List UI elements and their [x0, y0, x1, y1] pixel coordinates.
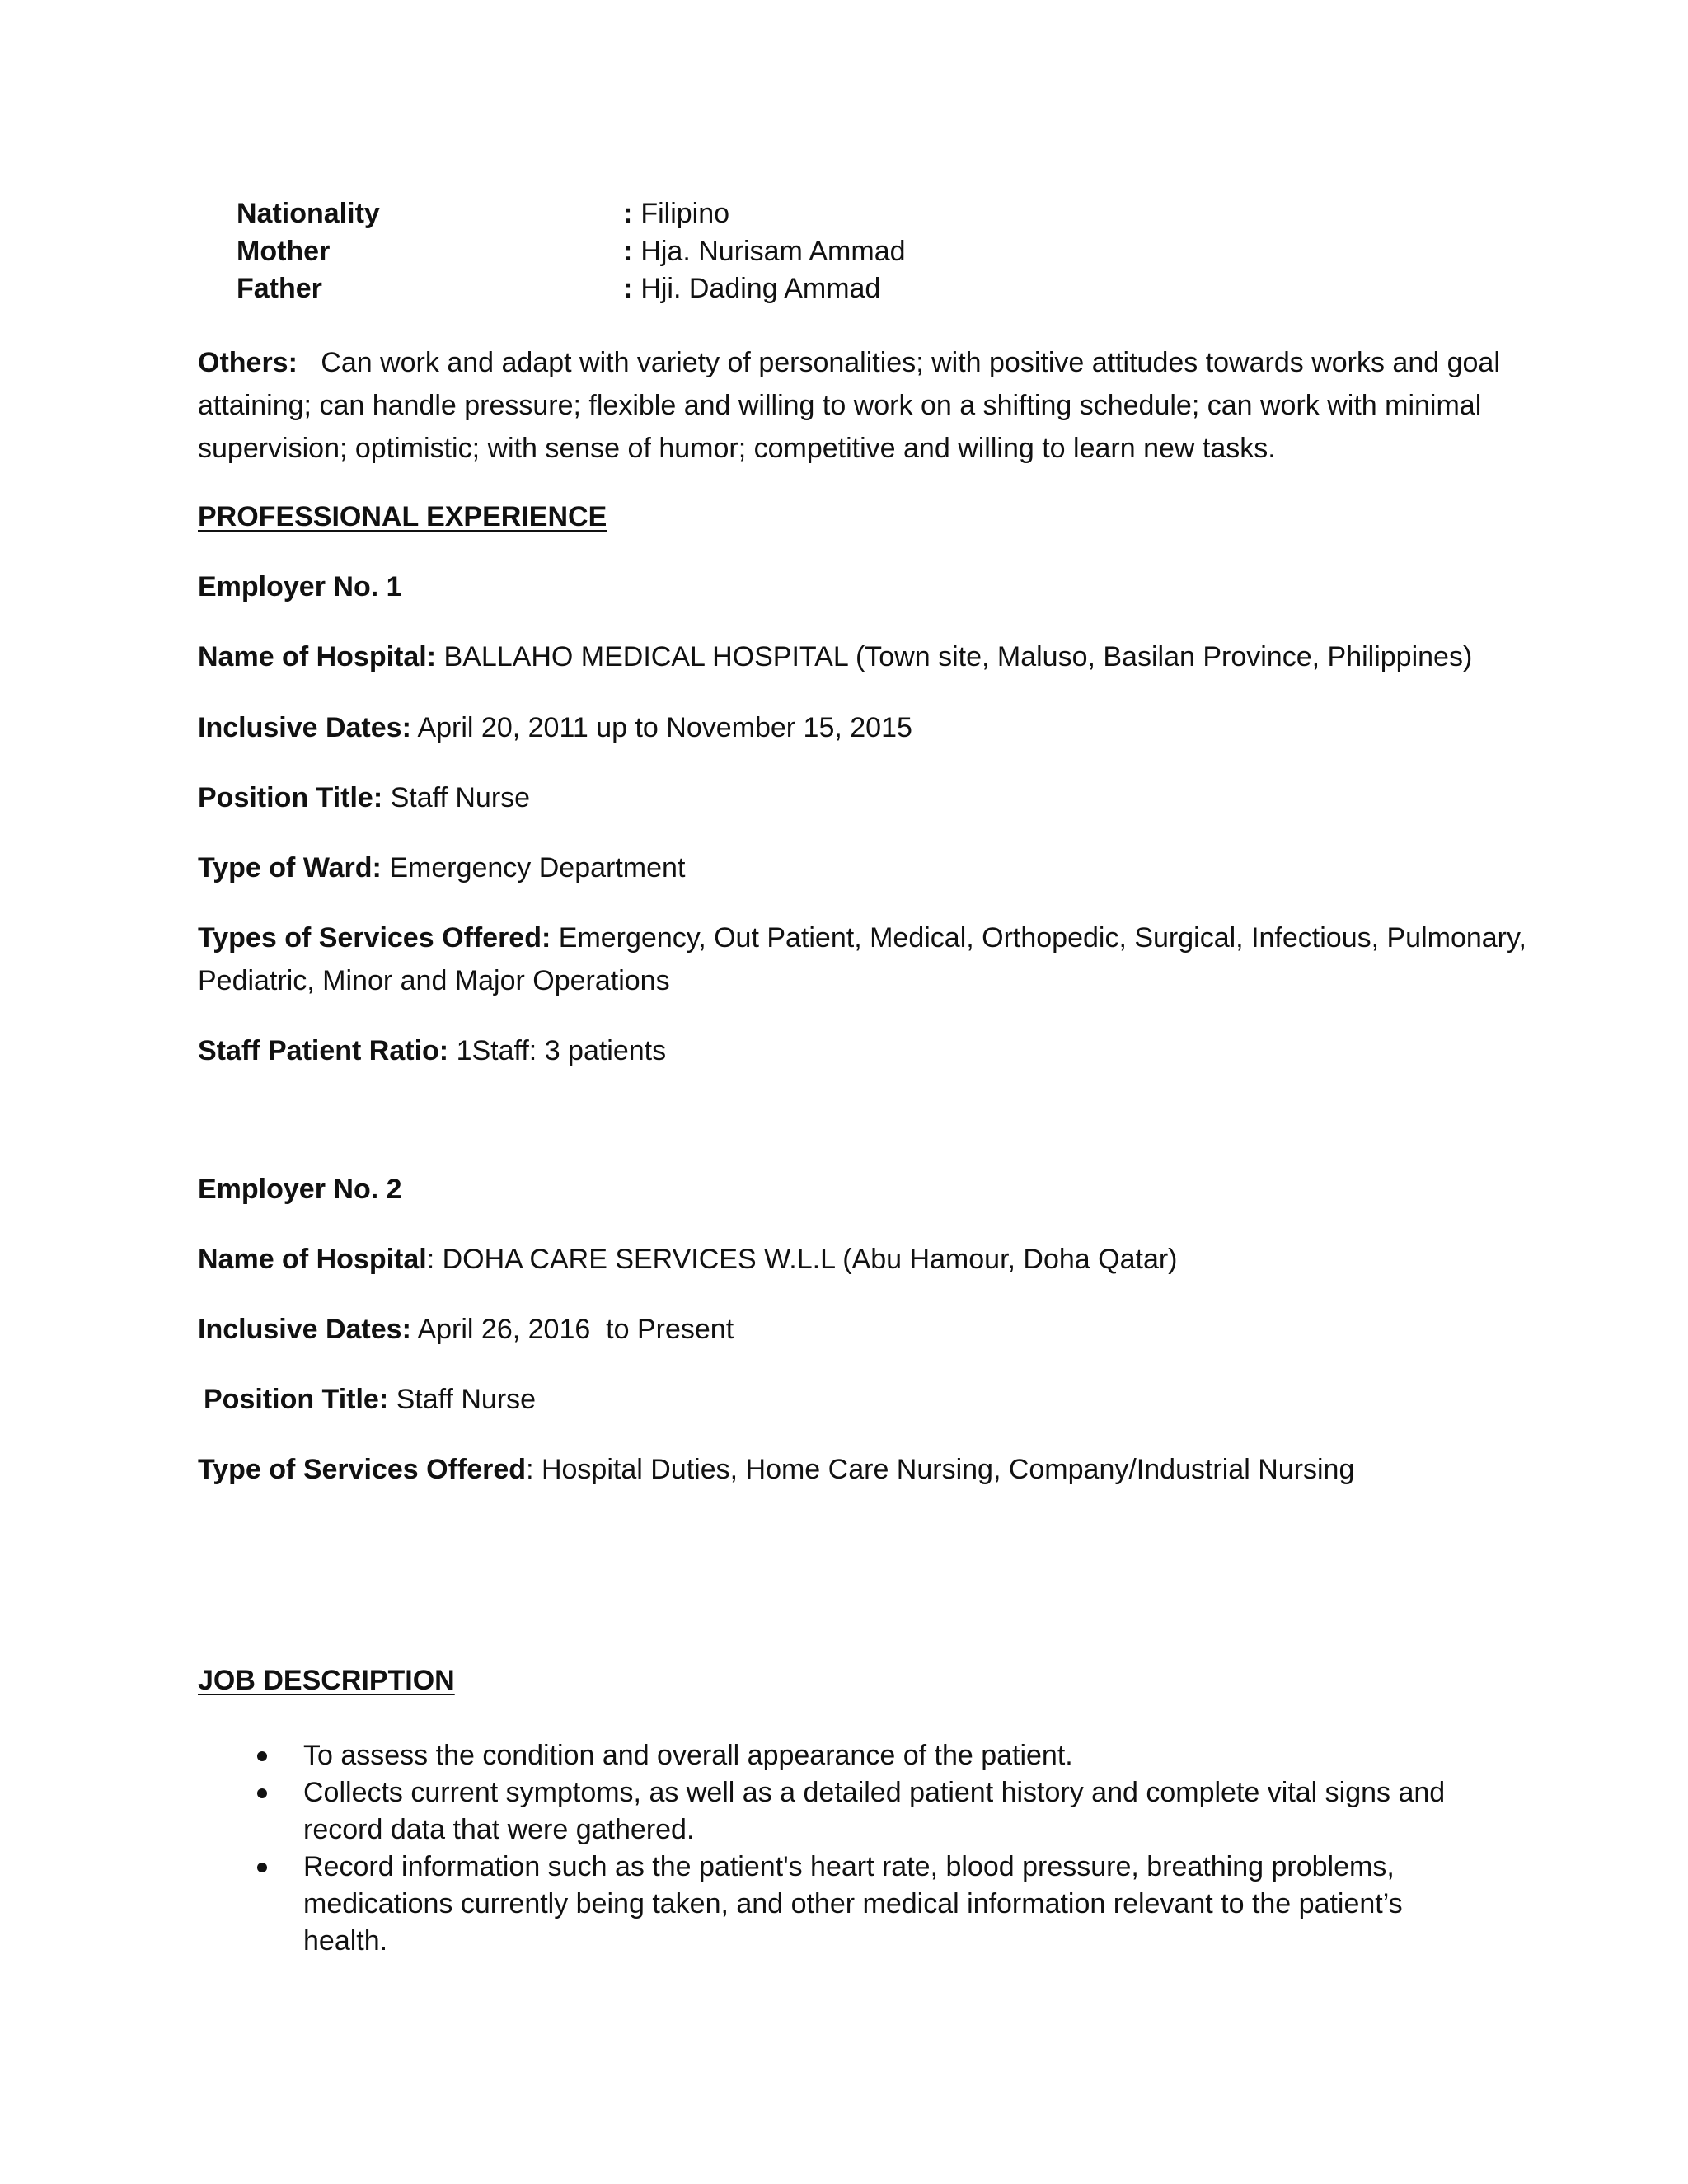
nationality-value-row [623, 199, 729, 227]
list-item [198, 1774, 1484, 1849]
ratio-value: 1Staff: 3 patients [456, 1035, 667, 1066]
colon: : [623, 198, 633, 229]
mother-value-row [623, 237, 906, 265]
hospital-label: Name of Hospital [198, 1244, 427, 1275]
hospital-label: Name of Hospital: [198, 641, 437, 673]
position-value: Staff Nurse [390, 782, 531, 813]
mother-value: Hja. Nurisam Ammad [640, 236, 906, 267]
father-value: Hji. Dading Ammad [640, 273, 881, 304]
employer-1-dates [198, 714, 912, 742]
ratio-label: Staff Patient Ratio: [198, 1035, 449, 1066]
others-label: Others: [198, 347, 298, 378]
colon: : [623, 236, 633, 267]
nationality-value: Filipino [640, 198, 730, 229]
employer-1-services [198, 924, 1526, 952]
father-label: Father [237, 273, 322, 304]
list-item [198, 1737, 1484, 1774]
bullet-icon [257, 1751, 267, 1761]
list-item [198, 1849, 1484, 1960]
employer-1-ratio [198, 1037, 666, 1065]
services-value: Emergency, Out Patient, Medical, Orthopedic, Surgical, Infectious, Pulmonary, [558, 922, 1526, 954]
others-text: Can work and adapt with variety of personalities; with positive attitudes towards works and goal attaining; can handle pressure; flexible and willing to work on a shifting schedule; can work with minimal supervision; optimistic; with sense of humor; competitive and willing to learn new tasks. [198, 347, 1500, 464]
list-item-text: Collects current symptoms, as well as a detailed patient history and complete vital signs and record data that were gathered. [303, 1777, 1446, 1845]
services-value: : Hospital Duties, Home Care Nursing, Company/Industrial Nursing [526, 1454, 1355, 1485]
father-value-row [623, 274, 880, 302]
employer-2-heading: Employer No. 2 [198, 1174, 402, 1205]
hospital-value: : DOHA CARE SERVICES W.L.L (Abu Hamour, Doha Qatar) [426, 1244, 1178, 1275]
ward-value: Emergency Department [389, 852, 686, 883]
professional-experience-heading: PROFESSIONAL EXPERIENCE [198, 501, 607, 532]
employer-2-hospital [198, 1245, 1178, 1273]
employer-1-position [198, 784, 530, 812]
dates-label: Inclusive Dates: [198, 1314, 411, 1345]
employer-2-dates [198, 1315, 734, 1343]
employer-2-position [204, 1385, 536, 1413]
ward-label: Type of Ward: [198, 852, 382, 883]
employer-1-hospital [198, 643, 1472, 671]
position-label: Position Title: [204, 1384, 389, 1415]
position-value: Staff Nurse [396, 1384, 537, 1415]
others-paragraph [198, 341, 1500, 470]
hospital-value: BALLAHO MEDICAL HOSPITAL (Town site, Maluso, Basilan Province, Philippines) [443, 641, 1473, 673]
colon: : [623, 273, 633, 304]
bullet-icon [257, 1863, 267, 1872]
job-description-list [198, 1737, 1484, 1960]
dates-value: April 26, 2016 to Present [417, 1314, 734, 1345]
services-label: Type of Services Offered [198, 1454, 527, 1485]
bullet-icon [257, 1788, 267, 1798]
mother-label: Mother [237, 236, 331, 267]
dates-label: Inclusive Dates: [198, 712, 411, 743]
job-description-heading: JOB DESCRIPTION [198, 1665, 455, 1696]
position-label: Position Title: [198, 782, 383, 813]
employer-2-services [198, 1455, 1354, 1483]
list-item-text: To assess the condition and overall appearance of the patient. [303, 1740, 1073, 1771]
services-label: Types of Services Offered: [198, 922, 551, 954]
list-item-text: Record information such as the patient's heart rate, blood pressure, breathing problems, medications currently being taken, and other medical information relevant to the patient’s health. [303, 1851, 1403, 1957]
employer-1-heading: Employer No. 1 [198, 571, 402, 602]
nationality-label: Nationality [237, 198, 380, 229]
employer-1-services-continued: Pediatric, Minor and Major Operations [198, 965, 670, 996]
dates-value: April 20, 2011 up to November 15, 2015 [417, 712, 912, 743]
employer-1-ward [198, 854, 685, 882]
